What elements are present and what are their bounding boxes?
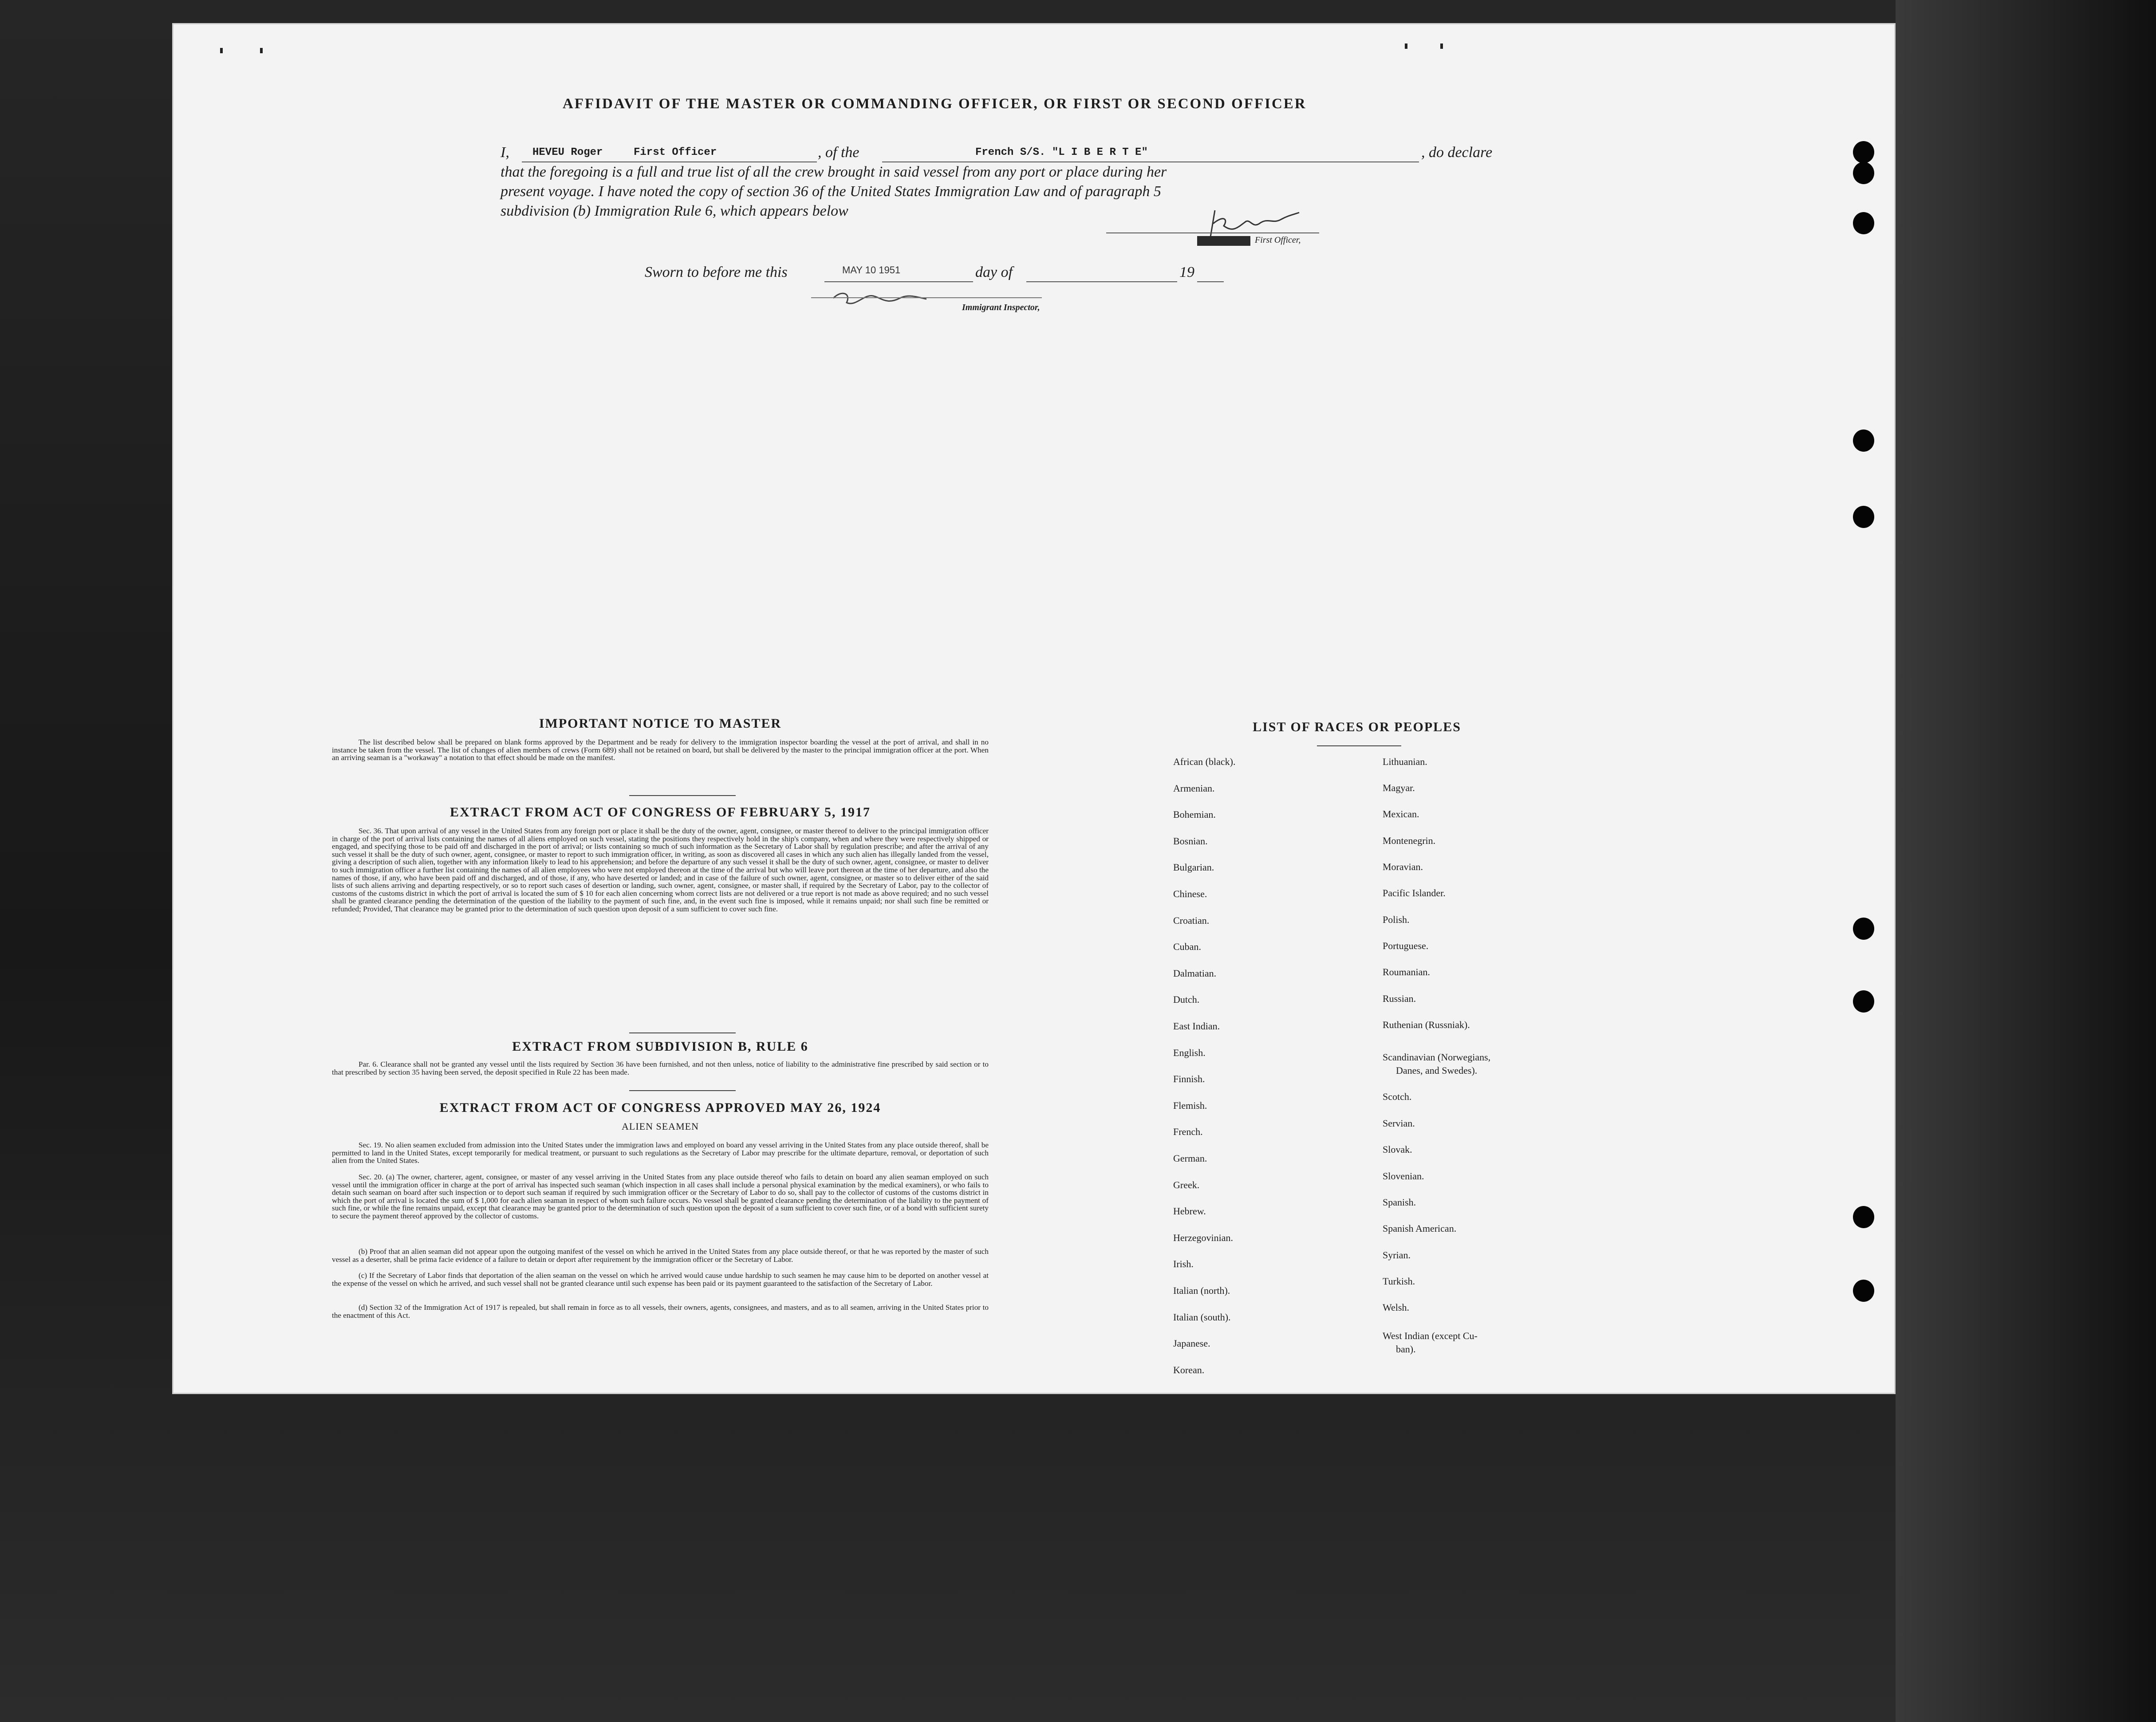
extract-rule6-body: Par. 6. Clearance shall not be granted any vessel until the lists required by Section 36 have been furnished, and not then unless, notice of liability to the administrative fine prescribed by said section or to that prescribed by section 35 having been served, the deposit specified in Rule 22 has been made. — [332, 1060, 989, 1076]
document-page — [172, 23, 1896, 1394]
extract-1924-title: EXTRACT FROM ACT OF CONGRESS APPROVED MAY 26, 1924 — [439, 1100, 881, 1115]
sworn-date-field — [824, 263, 973, 282]
race-item: Polish. — [1383, 914, 1410, 925]
race-item: Turkish. — [1383, 1276, 1415, 1287]
affidavit-line-3: present voyage. I have noted the copy of section 36 of the United States Immigration Law and of paragraph 5 — [501, 183, 1161, 200]
race-item: Hebrew. — [1173, 1206, 1206, 1217]
officer-signature-label: First Officer, — [1255, 235, 1301, 245]
race-item: Roumanian. — [1383, 966, 1430, 977]
extract-rule6-title: EXTRACT FROM SUBDIVISION B, RULE 6 — [512, 1039, 808, 1054]
section-20a-text: Sec. 20. (a) The owner, charterer, agent, consignee, or master of any vessel arriving in the United States from any place outside thereof who fails to detain on board any alien seaman employed on such vessel until the immigration officer in charge at the port of arrival has inspected such seaman (which inspection in all cases shall include a personal physical examination by the medical examiners), or who fails to detain such seaman on board after such inspection or to deport such seaman if required by such immigration officer or the Secretary of Labor to do so, shall pay to the collector of customs of the customs district in which the port of arrival is located the sum of $ 1,000 for each alien seaman in respect of whom such failure occurs. No vessel shall be granted clearance pending the determination of the liability to the payment of such fine, or while the fine remains unpaid, except that clearance may be granted prior to the determination of such question upon the deposit of a sum sufficient to cover such fine, or of a bond with sufficient surety to secure the payment thereof approved by the collector of customs. — [332, 1173, 989, 1220]
race-item: Italian (south). — [1173, 1311, 1231, 1323]
race-item: Japanese. — [1173, 1338, 1210, 1349]
sworn-label: Sworn to before me this — [645, 264, 788, 280]
race-item: Bulgarian. — [1173, 862, 1214, 873]
vessel-name: French S/S. "L I B E R T E" — [975, 146, 1148, 158]
binder-hole — [1853, 212, 1874, 234]
race-item: Ruthenian (Russniak). — [1383, 1019, 1470, 1030]
notice-body: The list described below shall be prepared on blank forms approved by the Department and be ready for delivery to the immigration inspector boarding the vessel at the port of arrival, and shall in no instance be taken from the vessel. The list of changes of alien members of crews (Form 689) shall not be retained on board, but shall be delivered by the master to the principal immigration officer at the port. When an arriving seaman is a "workaway" a notation to that effect should be made on the manifest. — [332, 738, 989, 762]
date-stamp: MAY 10 1951 — [842, 264, 901, 276]
officer-signature-line — [1106, 232, 1319, 233]
race-item: Chinese. — [1173, 888, 1207, 899]
month-field — [1026, 263, 1177, 282]
affidavit-line-4: subdivision (b) Immigration Rule 6, which appears below — [501, 203, 848, 219]
race-item: Scotch. — [1383, 1091, 1412, 1102]
race-item: ban). — [1396, 1344, 1416, 1355]
race-item: Mexican. — [1383, 808, 1419, 820]
race-item: Magyar. — [1383, 782, 1415, 793]
name-field — [522, 143, 817, 162]
race-item: Spanish American. — [1383, 1223, 1457, 1234]
race-item: Armenian. — [1173, 782, 1215, 794]
divider — [629, 795, 736, 796]
races-title: LIST OF RACES OR PEOPLES — [1253, 720, 1461, 734]
redaction-bar — [1197, 236, 1250, 246]
race-item: German. — [1173, 1153, 1207, 1164]
day-of-label: day of — [975, 264, 1013, 280]
divider — [1317, 745, 1401, 746]
race-item: Servian. — [1383, 1118, 1415, 1129]
race-item: Finnish. — [1173, 1073, 1205, 1085]
race-item: Portuguese. — [1383, 940, 1429, 951]
binder-hole — [1853, 162, 1874, 184]
race-item: Slovak. — [1383, 1144, 1412, 1155]
race-item: French. — [1173, 1126, 1203, 1138]
section-20d-text: (d) Section 32 of the Immigration Act of 1917 is repealed, but shall remain in force as to all vessels, their owners, agents, consignees, and masters, and as to all seamen, arriving in the United States prior to the enactment of this Act. — [332, 1303, 989, 1320]
registration-mark — [1405, 43, 1407, 49]
race-item: Greek. — [1173, 1179, 1200, 1190]
section-20b-text: (b) Proof that an alien seaman did not appear upon the outgoing manifest of the vessel on which he arrived in the United States from any place outside thereof, or that he was reported by the master of such vessel as a deserter, shall be prima facie evidence of a failure to detain or deport after requirement by the immigration officer or the Secretary of Labor. — [332, 1247, 989, 1264]
registration-mark — [260, 48, 263, 53]
divider — [629, 1032, 736, 1033]
race-item: Pacific Islander. — [1383, 887, 1446, 898]
vessel-field — [882, 143, 1419, 162]
race-item: Spanish. — [1383, 1197, 1416, 1208]
race-item: Irish. — [1173, 1258, 1194, 1270]
race-item: African (black). — [1173, 756, 1236, 767]
extract-1917-body: Sec. 36. That upon arrival of any vessel in the United States from any foreign port or place it shall be the duty of the owner, agent, consignee, or master thereof to deliver to the principal immigration officer in charge of the port of arrival lists containing the names of all aliens employed on such vessel, stating the positions they respectively hold in the ship's company, when and where they were respectively shipped or engaged, and specifying those to be paid off and discharged in the port of arrival; or lists containing so much of such information as the Secretary of Labor shall by regulation prescribe; and after the arrival of any such vessel it shall be the duty of such owner, agent, consignee, or master to report to such immigration officer, in writing, as soon as discovered all cases in which any such alien has illegally landed from the vessel, giving a description of such alien, together with any information likely to lead to his apprehension; and before the departure of any such vessel it shall be the duty of such owner, agent, consignee, or master to deliver to such immigration officer a further list containing the names of all alien employees who were not employed thereon at the time of the arrival but who will leave port thereon at the time of her departure, and also the names of those, if any, who have been paid off and discharged, and of those, if any, who have deserted or landed; and in case of the failure of such owner, agent, consignee, or master so to deliver either of the said lists of such aliens arriving and departing respectively, or so to report such cases of desertion or landing, such owner, agent, consignee, or master shall, if required by the Secretary of Labor, pay to the collector of customs of the customs district in which the port of arrival is located the sum of $ 10 for each alien concerning whom correct lists are not delivered or a true report is not made as above required; and no such vessel shall be granted clearance pending the determination of the question of the liability to the payment of such fine, and, in the event such fine is imposed, while it remains unpaid; nor shall such fine be remitted or refunded; Provided, That clearance may be granted prior to the determination of such question upon deposit of a sum sufficient to cover such fine. — [332, 827, 989, 913]
race-item: Syrian. — [1383, 1249, 1411, 1261]
race-item: Italian (north). — [1173, 1285, 1230, 1296]
inspector-signature-line — [811, 297, 1042, 298]
master-name: HEVEU Roger — [532, 146, 603, 158]
affidavit-line-2: that the foregoing is a full and true list of all the crew brought in said vessel from any port or place during her — [501, 164, 1167, 180]
race-item: Scandinavian (Norwegians, — [1383, 1052, 1491, 1063]
race-item: Dutch. — [1173, 994, 1200, 1005]
race-item: Herzegovinian. — [1173, 1232, 1233, 1243]
notice-title: IMPORTANT NOTICE TO MASTER — [539, 716, 782, 731]
officer-rank: First Officer — [634, 146, 717, 158]
inspector-label: Immigrant Inspector, — [962, 303, 1040, 312]
binder-hole — [1853, 990, 1874, 1013]
race-item: West Indian (except Cu- — [1383, 1330, 1478, 1341]
race-item: Russian. — [1383, 993, 1416, 1004]
scan-margin — [1896, 0, 2156, 1722]
race-item: Bohemian. — [1173, 809, 1216, 820]
extract-1917-title: EXTRACT FROM ACT OF CONGRESS OF FEBRUARY 5, 1917 — [449, 805, 871, 820]
inspector-signature — [824, 280, 931, 316]
binder-hole — [1853, 918, 1874, 940]
registration-mark — [1440, 43, 1443, 49]
binder-hole — [1853, 1280, 1874, 1302]
binder-hole — [1853, 141, 1874, 163]
binder-hole — [1853, 430, 1874, 452]
race-item: Bosnian. — [1173, 835, 1208, 847]
year-prefix: 19 — [1179, 264, 1194, 280]
registration-mark — [220, 48, 223, 53]
affidavit-title: AFFIDAVIT OF THE MASTER OR COMMANDING OFFICER, OR FIRST OR SECOND OFFICER — [563, 96, 1307, 112]
race-item: Korean. — [1173, 1364, 1205, 1375]
race-item: Lithuanian. — [1383, 756, 1427, 767]
section-19-text: Sec. 19. No alien seamen excluded from admission into the United States under the immigration laws and employed on board any vessel arriving in the United States from any place outside thereof, shall be permitted to land in the United States, except temporarily for medical treatment, or pursuant to such regulations as the Secretary of Labor may prescribe for the ultimate departure, removal, or deportation of such alien from the United States. — [332, 1141, 989, 1165]
race-item: Danes, and Swedes). — [1396, 1065, 1478, 1076]
race-item: East Indian. — [1173, 1021, 1220, 1032]
binder-hole — [1853, 1206, 1874, 1228]
of-the-label: , of the — [818, 144, 859, 161]
race-item: Slovenian. — [1383, 1170, 1424, 1182]
divider — [629, 1090, 736, 1091]
race-item: Flemish. — [1173, 1099, 1207, 1111]
do-declare-label: , do declare — [1421, 144, 1493, 161]
race-item: Dalmatian. — [1173, 967, 1217, 979]
affidavit-i-label: I, — [501, 144, 509, 161]
race-item: English. — [1173, 1047, 1206, 1058]
year-field — [1197, 263, 1224, 282]
binder-hole — [1853, 506, 1874, 528]
alien-seamen-subtitle: ALIEN SEAMEN — [622, 1121, 699, 1132]
race-item: Welsh. — [1383, 1302, 1409, 1313]
race-item: Montenegrin. — [1383, 835, 1436, 846]
race-item: Moravian. — [1383, 861, 1423, 872]
race-item: Croatian. — [1173, 914, 1210, 926]
section-20c-text: (c) If the Secretary of Labor finds that deportation of the alien seaman on the vessel on which he arrived would cause undue hardship to such seamen he may cause him to be deported on another vessel at the expense of the vessel on which he arrived, and such vessel shall not be granted clearance until such expense has been paid or its payment guaranteed to the satisfaction of the Secretary of Labor. — [332, 1271, 989, 1288]
race-item: Cuban. — [1173, 941, 1201, 953]
